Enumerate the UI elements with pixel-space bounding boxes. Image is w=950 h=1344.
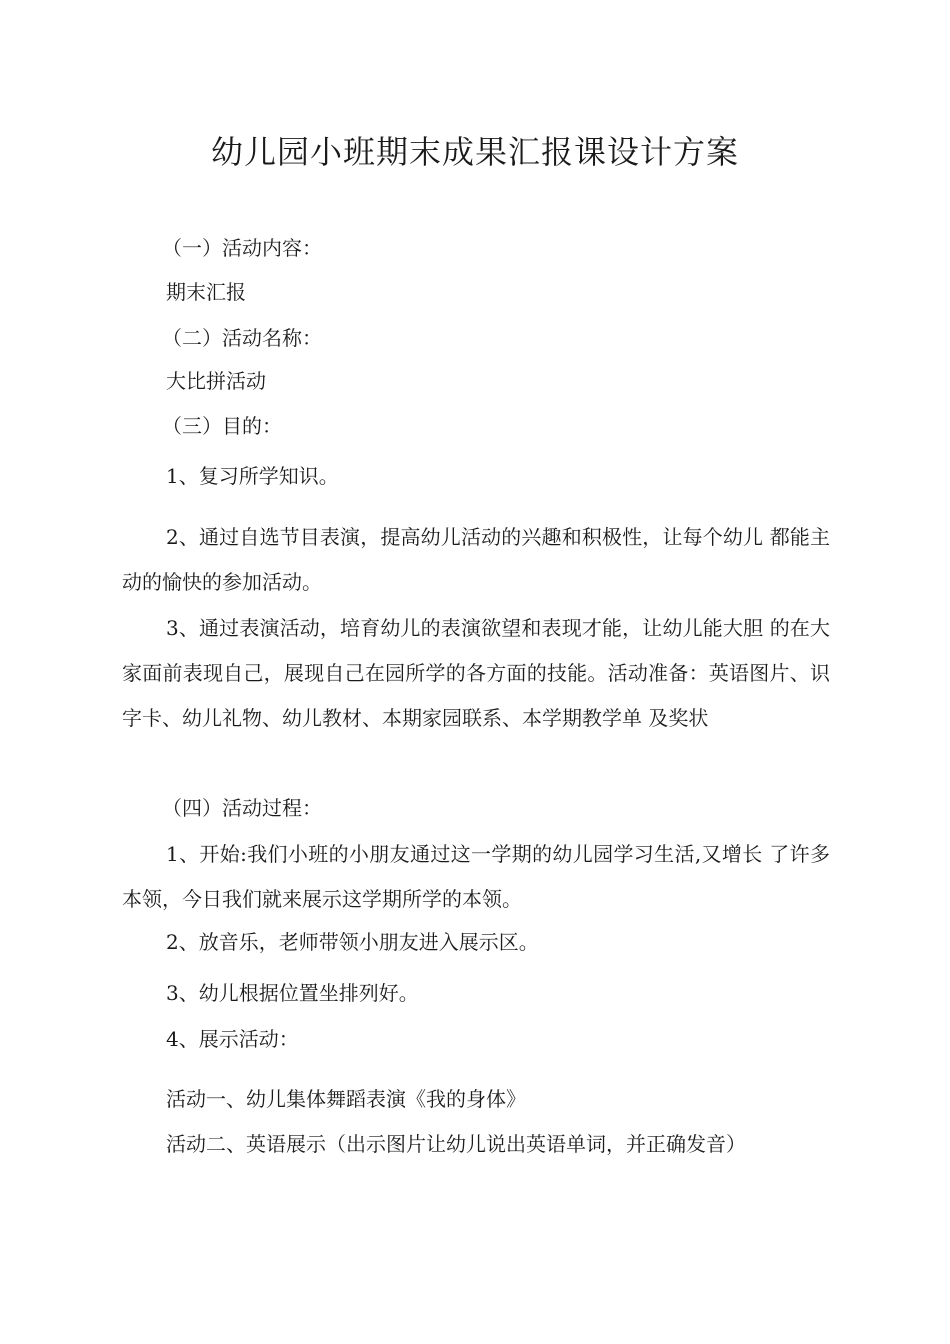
section3-heading: （三）目的：	[162, 414, 282, 438]
section2-text: 大比拼活动	[166, 369, 266, 393]
section4-heading: （四）活动过程：	[162, 796, 322, 820]
step-3: 3、幼儿根据位置坐排列好。	[166, 981, 419, 1005]
goal-2: 2、通过自选节目表演，提高幼儿活动的兴趣和积极性，让每个幼儿 都能主动的愉快的参加活动。	[122, 525, 830, 594]
goal-1: 1、复习所学知识。	[166, 464, 339, 488]
step-4: 4、展示活动：	[166, 1027, 299, 1051]
section1-text: 期末汇报	[166, 280, 246, 304]
activity-1: 活动一、幼儿集体舞蹈表演《我的身体》	[166, 1087, 526, 1111]
step-2: 2、放音乐，老师带领小朋友进入展示区。	[166, 930, 539, 954]
document-title: 幼儿园小班期末成果汇报课设计方案	[210, 133, 739, 171]
activity-2: 活动二、英语展示（出示图片让幼儿说出英语单词，并正确发音）	[166, 1132, 746, 1156]
section2-heading: （二）活动名称：	[162, 326, 322, 350]
step-1: 1、开始:我们小班的小朋友通过这一学期的幼儿园学习生活,又增长 了许多本领，今日我们就来展示这学期所学的本领。	[122, 842, 830, 911]
section1-heading: （一）活动内容：	[162, 236, 322, 260]
goal-3: 3、通过表演活动，培育幼儿的表演欲望和表现才能，让幼儿能大胆 的在大家面前表现自己，展现自己在园所学的各方面的技能。活动准备：英语图片、识字卡、幼儿礼物、幼儿教材、本期家园联系、本学期教学单 及奖状	[122, 616, 830, 730]
